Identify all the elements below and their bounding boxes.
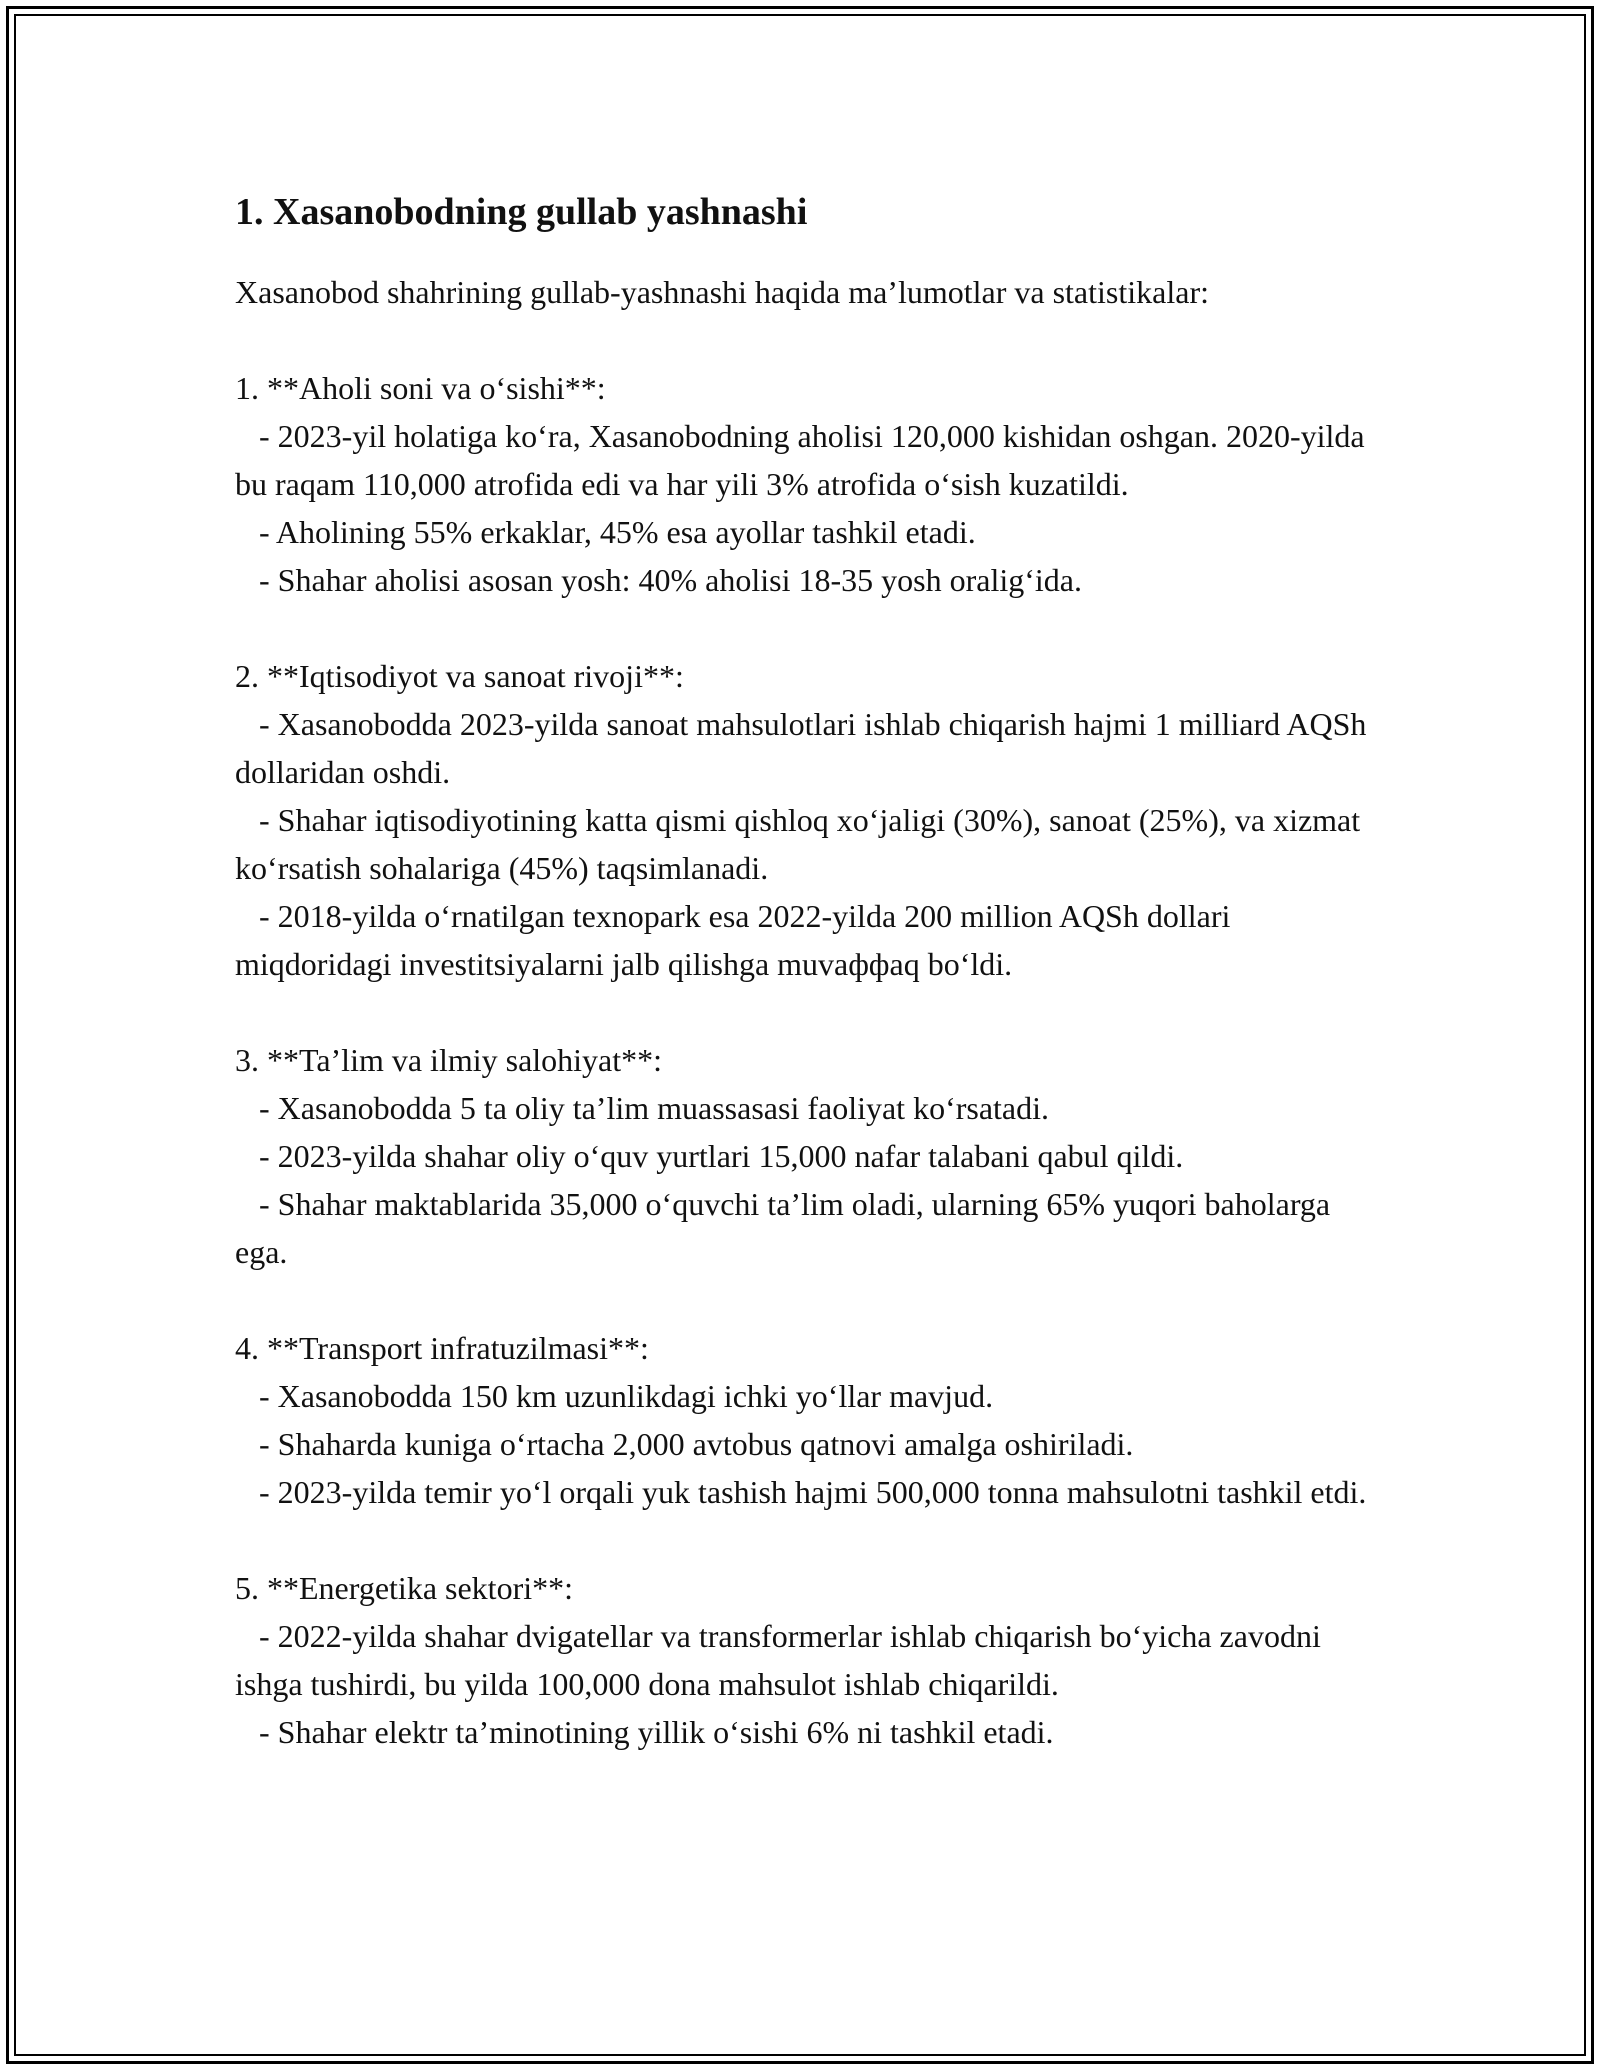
bullet-item: - Xasanobodda 5 ta oliy ta’lim muassasasi faoliyat ko‘rsatadi.	[235, 1090, 1050, 1126]
section-heading: 5. **Energetika sektori**:	[235, 1570, 573, 1606]
bullet-item: - Shahar maktablarida 35,000 o‘quvchi ta’lim oladi, ularning 65% yuqori baholarga ega.	[235, 1186, 1331, 1270]
section-heading: 2. **Iqtisodiyot va sanoat rivoji**:	[235, 658, 684, 694]
bullet-item: - 2023-yilda temir yo‘l orqali yuk tashish hajmi 500,000 tonna mahsulotni tashkil etdi.	[235, 1474, 1367, 1510]
bullet-item: - Shaharda kuniga o‘rtacha 2,000 avtobus qatnovi amalga oshiriladi.	[235, 1426, 1134, 1462]
bullet-item: - 2023-yilda shahar oliy o‘quv yurtlari 15,000 nafar talabani qabul qildi.	[235, 1138, 1184, 1174]
document-title: 1. Xasanobodning gullab yashnashi	[235, 191, 808, 233]
intro-paragraph: Xasanobod shahrining gullab-yashnashi haqida ma’lumotlar va statistikalar:	[235, 274, 1209, 310]
section-heading: 3. **Ta’lim va ilmiy salohiyat**:	[235, 1042, 663, 1078]
bullet-item: - Xasanobodda 2023-yilda sanoat mahsulotlari ishlab chiqarish hajmi 1 milliard AQSh dollaridan oshdi.	[235, 706, 1367, 790]
bullet-item: - Aholining 55% erkaklar, 45% esa ayollar tashkil etadi.	[235, 514, 976, 550]
document-body	[235, 186, 1385, 1804]
bullet-item: - 2018-yilda o‘rnatilgan texnopark esa 2022-yilda 200 million AQSh dollari miqdoridagi investitsiyalarni jalb qilishga muvaффaq bo‘ldi.	[235, 898, 1231, 982]
section-population	[235, 364, 1385, 604]
bullet-item: - Shahar iqtisodiyotining katta qismi qishloq xo‘jaligi (30%), sanoat (25%), va xizmat ko‘rsatish sohalariga (45%) taqsimlanadi.	[235, 802, 1361, 886]
bullet-item: - 2023-yil holatiga ko‘ra, Xasanobodning aholisi 120,000 kishidan oshgan. 2020-yilda bu raqam 110,000 atrofida edi va har yili 3% atrofida o‘sish kuzatildi.	[235, 418, 1365, 502]
section-heading: 1. **Aholi soni va o‘sishi**:	[235, 370, 606, 406]
bullet-item: - 2022-yilda shahar dvigatellar va transformerlar ishlab chiqarish bo‘yicha zavodni ishga tushirdi, bu yilda 100,000 dona mahsulot ishlab chiqarildi.	[235, 1618, 1321, 1702]
section-education	[235, 1036, 1385, 1276]
section-heading: 4. **Transport infratuzilmasi**:	[235, 1330, 649, 1366]
bullet-item: - Shahar elektr ta’minotining yillik o‘sishi 6% ni tashkil etadi.	[235, 1714, 1054, 1750]
section-economy	[235, 652, 1385, 988]
bullet-item: - Xasanobodda 150 km uzunlikdagi ichki yo‘llar mavjud.	[235, 1378, 994, 1414]
section-energy	[235, 1564, 1385, 1756]
section-transport	[235, 1324, 1385, 1516]
bullet-item: - Shahar aholisi asosan yosh: 40% aholisi 18-35 yosh oralig‘ida.	[235, 562, 1082, 598]
